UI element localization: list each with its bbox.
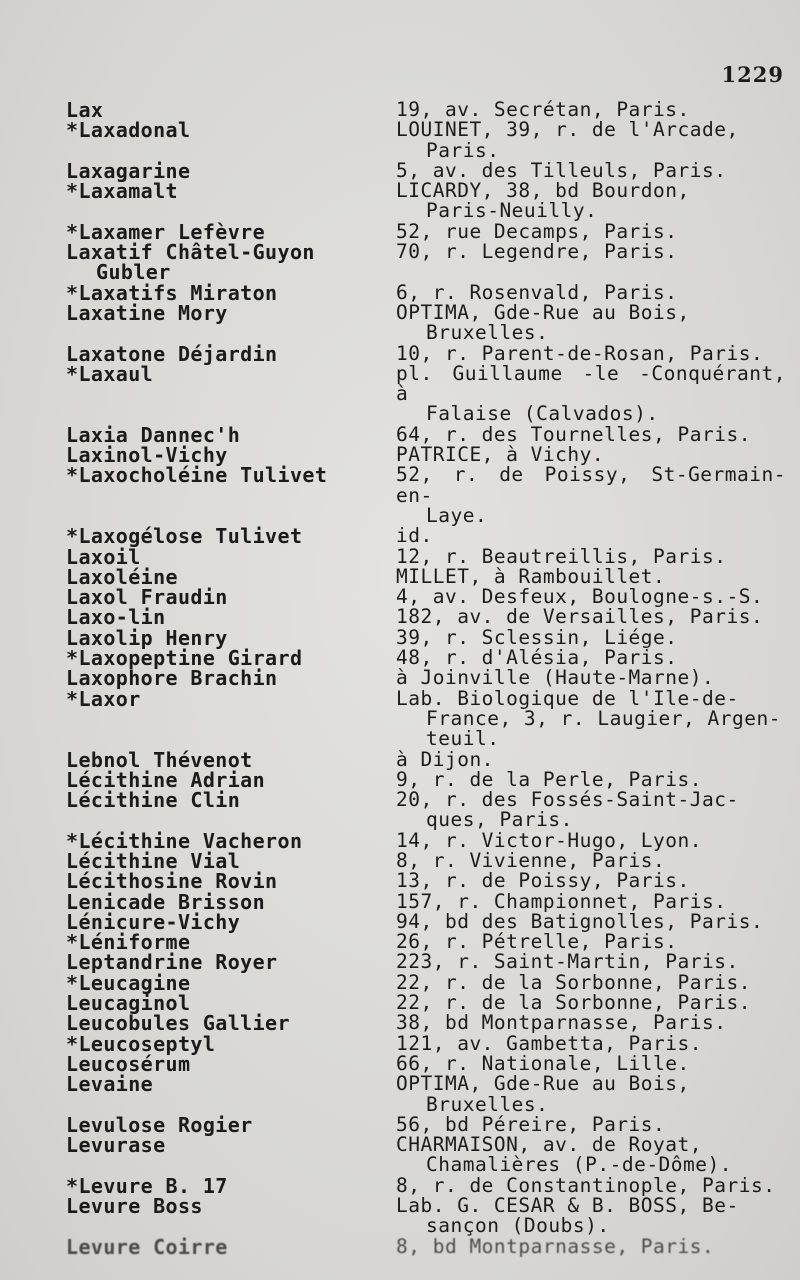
- product-name-text: Laxatif Châtel-Guyon: [66, 240, 315, 265]
- product-name: [0, 564, 396, 589]
- address-text: à Joinville (Haute-Marne).: [396, 666, 715, 690]
- address-text: 8, bd Montparnasse, Paris.: [396, 1234, 715, 1258]
- address-text: 12, r. Beautreillis, Paris.: [396, 544, 727, 568]
- address: [396, 790, 786, 831]
- list-item: [0, 1011, 800, 1036]
- product-name: [0, 219, 396, 244]
- address-text: 39, r. Sclessin, Liége.: [396, 625, 678, 649]
- address-continuation: teuil.: [426, 727, 500, 751]
- product-name: [0, 686, 396, 711]
- product-name-text: Levulose Rogier: [66, 1112, 253, 1137]
- product-name-text: *Laxogélose Tulivet: [66, 524, 303, 549]
- list-item: [0, 889, 800, 914]
- address-text: 26, r. Pétrelle, Paris.: [396, 930, 678, 954]
- product-name: [0, 280, 396, 305]
- product-name-text: Laxoil: [66, 544, 141, 569]
- product-name-text: Levure Coirre: [66, 1234, 228, 1259]
- list-item: [0, 950, 800, 975]
- list-item: [0, 422, 800, 447]
- list-item: [0, 341, 800, 366]
- list-item: [0, 869, 800, 894]
- product-name: [0, 1011, 396, 1036]
- list-item: [0, 300, 800, 345]
- page-number: 1229: [721, 62, 784, 87]
- list-item: [0, 1074, 800, 1115]
- address: [396, 1135, 786, 1176]
- product-name: [0, 585, 396, 610]
- list-item: [0, 970, 800, 995]
- address-text: 8, r. de Constantinople, Paris.: [396, 1173, 776, 1197]
- address-text: Lab. Biologique de l'Ile-de-: [396, 686, 739, 710]
- address-text: OPTIMA, Gde-Rue au Bois,: [396, 300, 690, 324]
- address: [396, 1013, 786, 1033]
- address: [396, 422, 786, 446]
- list-item: [0, 219, 800, 244]
- product-name-text: *Leucagine: [66, 970, 191, 995]
- product-name: [0, 341, 396, 366]
- list-item: [0, 828, 800, 853]
- address: [396, 909, 786, 933]
- product-name-text: Laxophore Brachin: [66, 666, 278, 691]
- address: [396, 219, 786, 243]
- address: [396, 932, 786, 952]
- product-name-text: Lénicure-Vichy: [66, 909, 241, 934]
- address-text: PATRICE, à Vichy.: [396, 443, 605, 467]
- address: [396, 747, 786, 771]
- product-name-text: Lécithine Adrian: [66, 767, 266, 792]
- product-name: [0, 1112, 396, 1137]
- address-text: 8, r. Vivienne, Paris.: [396, 848, 666, 872]
- product-name-text: Levaine: [66, 1072, 154, 1097]
- list-item: [0, 544, 800, 569]
- address-continuation: Paris.: [426, 138, 500, 162]
- list-item: [0, 625, 800, 650]
- product-name-text: Lécithosine Rovin: [66, 869, 278, 894]
- product-name-text: Laxagarine: [66, 158, 191, 183]
- list-item: [0, 361, 800, 426]
- list-item: [0, 790, 800, 831]
- address: [396, 181, 786, 222]
- product-name: [0, 950, 396, 975]
- product-name-text: *Leucoseptyl: [66, 1031, 216, 1056]
- address-text: 223, r. Saint-Martin, Paris.: [396, 950, 739, 974]
- list-item: [0, 1234, 800, 1259]
- product-name: [0, 1051, 396, 1076]
- product-name-text: Levurase: [66, 1133, 166, 1158]
- list-item: [0, 120, 800, 161]
- list-item: [0, 158, 800, 183]
- product-name: [0, 970, 396, 995]
- list-item: [0, 991, 800, 1016]
- address: [396, 625, 786, 649]
- product-name-text: Leucobules Gallier: [66, 1011, 290, 1036]
- product-name-text: *Laxocholéine Tulivet: [66, 463, 328, 488]
- product-name-text: Laxinol-Vichy: [66, 443, 228, 468]
- product-name: [0, 828, 396, 853]
- address: [396, 1031, 786, 1055]
- address: [396, 668, 786, 688]
- product-name-text: *Laxatifs Miraton: [66, 280, 278, 305]
- product-name-text: *Levure B. 17: [66, 1173, 228, 1198]
- product-name-text: Laxoléine: [66, 564, 178, 589]
- address-text: 5, av. des Tilleuls, Paris.: [396, 158, 727, 182]
- address-text: pl. Guillaume -le -Conquérant, à: [396, 361, 786, 406]
- product-name-text: *Laxamalt: [66, 179, 178, 204]
- product-name: [0, 1194, 396, 1219]
- product-name: [0, 930, 396, 955]
- product-name-text: Lax: [66, 98, 104, 122]
- product-name: [0, 118, 396, 143]
- address: [396, 1051, 786, 1075]
- product-name-text: Lécithine Clin: [66, 788, 241, 813]
- list-item: [0, 767, 800, 792]
- product-name-text: *Lécithine Vacheron: [66, 828, 303, 853]
- product-name: [0, 869, 396, 894]
- list-item: [0, 1112, 800, 1137]
- product-name-text: *Laxamer Lefèvre: [66, 219, 266, 244]
- list-item: [0, 443, 800, 468]
- product-name: [0, 666, 396, 691]
- address-text: 13, r. de Poissy, Paris.: [396, 869, 690, 893]
- product-name: [0, 991, 396, 1016]
- list-item: [0, 280, 800, 305]
- product-name-text: Laxatone Déjardin: [66, 341, 278, 366]
- address-text: 64, r. des Tournelles, Paris.: [396, 422, 751, 446]
- address-text: MILLET, à Rambouillet.: [396, 564, 666, 588]
- list-item: [0, 848, 800, 873]
- address: [396, 607, 786, 627]
- address-text: 4, av. Desfeux, Boulogne-s.-S.: [396, 585, 764, 609]
- address: [396, 889, 786, 913]
- list-item: [0, 747, 800, 772]
- product-name: [0, 422, 396, 447]
- address-continuation: Paris-Neuilly.: [426, 199, 598, 223]
- list-item: [0, 686, 800, 751]
- address: [396, 526, 786, 546]
- address: [396, 120, 786, 161]
- address-text: 14, r. Victor-Hugo, Lyon.: [396, 828, 702, 852]
- address-continuation: Bruxelles.: [426, 1092, 549, 1116]
- list-item: [0, 564, 800, 589]
- address: [396, 587, 786, 607]
- address: [396, 564, 786, 588]
- address-text: 52, r. de Poissy, St-Germain-en-: [396, 463, 786, 507]
- list-item: [0, 181, 800, 222]
- address-text: 56, bd Péreire, Paris.: [396, 1112, 666, 1136]
- list-item: [0, 524, 800, 549]
- list-item: [0, 1173, 800, 1198]
- address-text: 121, av. Gambetta, Paris.: [396, 1031, 702, 1055]
- address: [396, 1173, 786, 1197]
- product-name: [0, 909, 396, 934]
- address-text: 22, r. de la Sorbonne, Paris.: [396, 991, 751, 1015]
- address-continuation: France, 3, r. Laugier, Argen-: [426, 706, 781, 730]
- list-item: [0, 1135, 800, 1176]
- address-text: 66, r. Nationale, Lille.: [396, 1051, 690, 1075]
- product-name-continuation: Gubler: [96, 260, 171, 285]
- address: [396, 465, 786, 526]
- product-name: [0, 443, 396, 468]
- product-name: [0, 1133, 396, 1158]
- product-name: [0, 767, 396, 792]
- address: [396, 828, 786, 852]
- address: [396, 767, 786, 791]
- address-text: 70, r. Legendre, Paris.: [396, 240, 678, 264]
- address: [396, 100, 786, 120]
- address: [396, 1234, 786, 1258]
- product-name: [0, 1072, 396, 1097]
- address: [396, 1196, 786, 1237]
- product-name-text: Laxol Fraudin: [66, 585, 228, 610]
- address-text: 6, r. Rosenvald, Paris.: [396, 280, 678, 304]
- address-continuation: sançon (Doubs).: [426, 1214, 610, 1238]
- product-name: [0, 179, 396, 204]
- address: [396, 1112, 786, 1136]
- address-text: 94, bd des Batignolles, Paris.: [396, 909, 764, 933]
- product-name-text: Laxo-lin: [66, 605, 166, 630]
- address-text: 48, r. d'Alésia, Paris.: [396, 646, 678, 670]
- address-text: 20, r. des Fossés-Saint-Jac-: [396, 788, 739, 812]
- address: [396, 445, 786, 465]
- product-name: [0, 100, 396, 120]
- address: [396, 242, 786, 262]
- address: [396, 686, 786, 751]
- address: [396, 1074, 786, 1115]
- product-name: [0, 646, 396, 671]
- list-item: [0, 242, 800, 283]
- product-name: [0, 361, 396, 386]
- product-name: [0, 158, 396, 183]
- product-name: [0, 625, 396, 650]
- product-name-text: Laxia Dannec'h: [66, 422, 241, 447]
- product-name-text: *Laxopeptine Girard: [66, 646, 303, 671]
- list-item: [0, 1051, 800, 1076]
- product-name-text: Leptandrine Royer: [66, 950, 278, 975]
- list-item: [0, 585, 800, 610]
- address: [396, 300, 786, 345]
- address-text: 9, r. de la Perle, Paris.: [396, 767, 702, 791]
- list-item: [0, 909, 800, 934]
- product-name-text: *Laxaul: [66, 361, 154, 386]
- product-name-text: *Laxadonal: [66, 118, 191, 143]
- product-name: [0, 788, 396, 813]
- address-text: 10, r. Parent-de-Rosan, Paris.: [396, 341, 764, 365]
- list-item: [0, 100, 800, 120]
- product-name: [0, 747, 396, 772]
- product-name: [0, 544, 396, 569]
- product-name-text: Leucosérum: [66, 1051, 191, 1076]
- list-item: [0, 666, 800, 691]
- address: [396, 871, 786, 891]
- product-name-text: Lécithine Vial: [66, 848, 241, 873]
- address-text: 52, rue Decamps, Paris.: [396, 219, 678, 243]
- product-name-text: Leucaginol: [66, 991, 191, 1016]
- product-name: [0, 889, 396, 914]
- product-name-text: *Laxor: [66, 686, 141, 711]
- address-text: id.: [396, 524, 433, 548]
- product-name: [0, 300, 396, 325]
- list-item: [0, 1031, 800, 1056]
- product-name: [0, 848, 396, 873]
- directory-list: [0, 100, 800, 1257]
- product-name: [0, 1031, 396, 1056]
- address-continuation: Chamalières (P.-de-Dôme).: [426, 1153, 732, 1177]
- product-name-text: Lebnol Thévenot: [66, 747, 253, 772]
- list-item: [0, 1196, 800, 1237]
- product-name: [0, 605, 396, 630]
- address-text: 157, r. Championnet, Paris.: [396, 889, 727, 913]
- list-item: [0, 646, 800, 671]
- address-text: CHARMAISON, av. de Royat,: [396, 1133, 702, 1157]
- address: [396, 970, 786, 994]
- address-continuation: Bruxelles.: [426, 321, 549, 345]
- address-text: LICARDY, 38, bd Bourdon,: [396, 179, 690, 203]
- product-name-text: Lenicade Brisson: [66, 889, 266, 914]
- address: [396, 280, 786, 304]
- list-item: [0, 465, 800, 526]
- address: [396, 341, 786, 365]
- address-text: 19, av. Secrétan, Paris.: [396, 98, 690, 121]
- address: [396, 648, 786, 668]
- address-continuation: Laye.: [426, 503, 488, 527]
- address: [396, 952, 786, 972]
- address-text: LOUINET, 39, r. de l'Arcade,: [396, 118, 739, 142]
- product-name: [0, 1173, 396, 1198]
- address-text: 22, r. de la Sorbonne, Paris.: [396, 970, 751, 994]
- address: [396, 993, 786, 1013]
- address-text: à Dijon.: [396, 747, 494, 771]
- address: [396, 158, 786, 182]
- list-item: [0, 605, 800, 630]
- product-name: [0, 242, 396, 283]
- product-name-text: Laxatine Mory: [66, 300, 228, 325]
- product-name: [0, 524, 396, 549]
- product-name-text: Levure Boss: [66, 1194, 203, 1219]
- address-text: 38, bd Montparnasse, Paris.: [396, 1011, 727, 1035]
- address-text: 182, av. de Versailles, Paris.: [396, 605, 764, 629]
- product-name: [0, 1234, 396, 1259]
- address: [396, 544, 786, 568]
- address-continuation: ques, Paris.: [426, 808, 573, 832]
- product-name-text: *Léniforme: [66, 930, 191, 955]
- product-name: [0, 463, 396, 488]
- address-continuation: Falaise (Calvados).: [426, 402, 659, 426]
- address-text: Lab. G. CESAR & B. BOSS, Be-: [396, 1194, 739, 1218]
- product-name-text: Laxolip Henry: [66, 625, 228, 650]
- address: [396, 361, 786, 426]
- list-item: [0, 930, 800, 955]
- address: [396, 848, 786, 872]
- address-text: OPTIMA, Gde-Rue au Bois,: [396, 1072, 690, 1096]
